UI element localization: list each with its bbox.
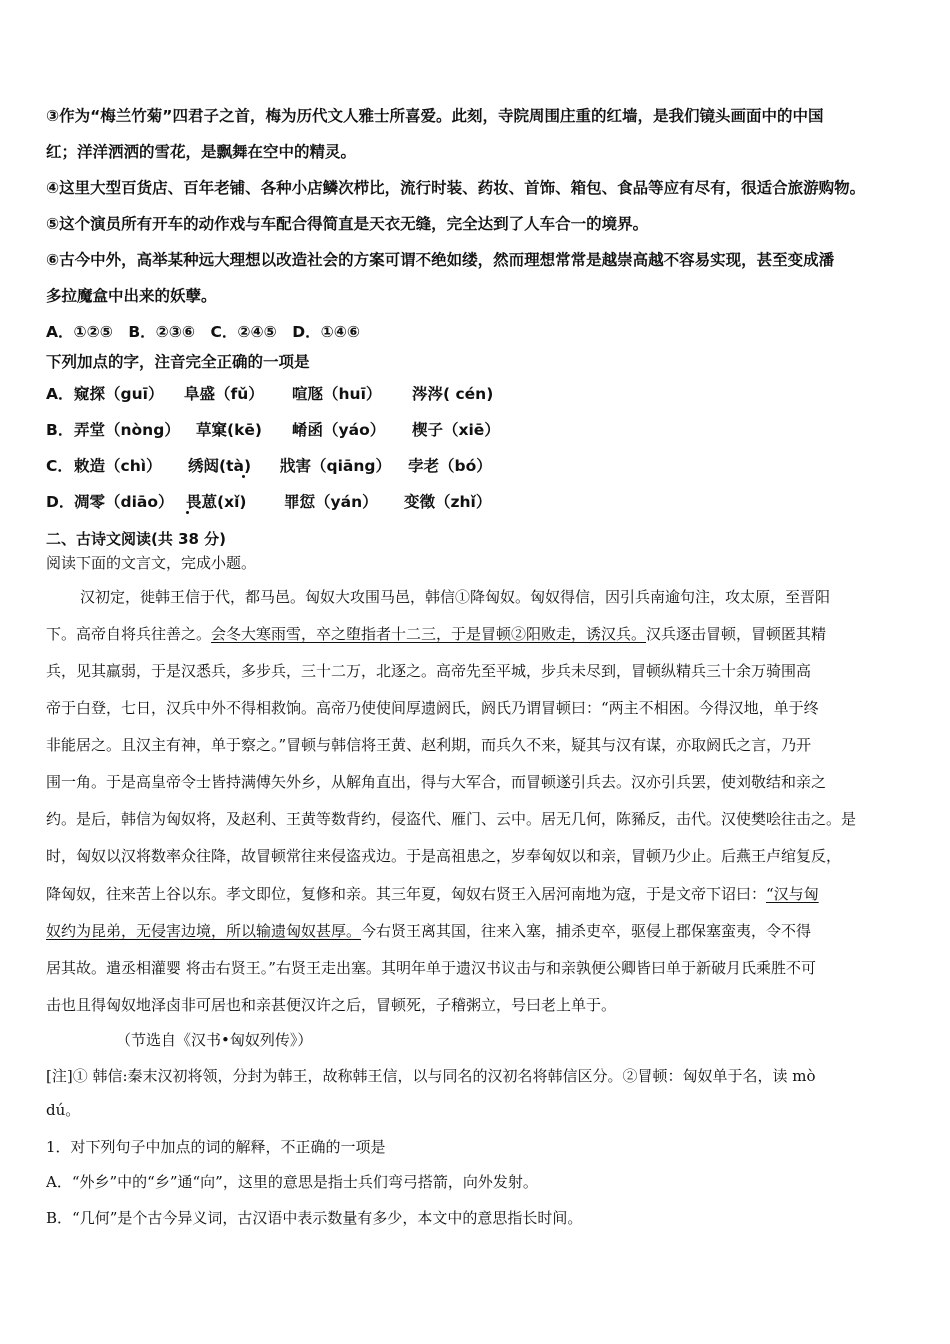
option-word: 弄堂（nòng） [74, 421, 180, 439]
annotation-line-2: dú。 [46, 1101, 81, 1119]
option-letter: B． [46, 421, 74, 439]
item-3-line-1: ③作为“梅兰竹菊”四君子之首，梅为历代文人雅士所喜爱。此刻，寺院周围庄重的红墙，是我们镜头画面中的中国 [46, 107, 824, 125]
option-word: 凋零（diāo） [74, 493, 174, 511]
option-word: 喧豗（huī） [292, 385, 382, 403]
option-word: 罪愆（yán） [284, 493, 378, 511]
sentence-list [46, 98, 912, 350]
section-instruction: 阅读下面的文言文，完成小题。 [46, 554, 257, 572]
passage-line: 非能居之。且汉主有神，单于察之。”冒顿与韩信将王黄、赵利期，而兵久不来，疑其与汉有谋，亦取阏氏之言，乃开 [46, 736, 812, 754]
item-6-line-1: ⑥古今中外，高举某种远大理想以改造社会的方案可谓不绝如缕，然而理想常常是越崇高越不容易实现，甚至变成潘 [46, 251, 835, 269]
passage-line: 击也且得匈奴地泽卤非可居也和亲甚便汉许之后，冒顿死，子稽粥立，号曰老上单于。 [46, 996, 617, 1014]
annotation-line-1: [注]① 韩信:秦末汉初将领，分封为韩王，故称韩王信，以与同名的汉初名将韩信区分。②冒顿：匈奴单于名，读 mò [46, 1067, 816, 1085]
answer-choices: A．①②⑤ B．②③⑥ C．②④⑤ D．①④⑥ [46, 323, 361, 341]
passage-line: 兵，见其羸弱，于是汉悉兵，多步兵，三十二万，北逐之。高帝先至平城，步兵未尽到，冒顿纵精兵三十余万骑围高 [46, 662, 812, 680]
section-title: 二、古诗文阅读(共 38 分) [46, 530, 227, 548]
option-letter: C． [46, 457, 73, 475]
question-1-option-b: B．“几何”是个古今异义词，古汉语中表示数量有多少，本文中的意思指长时间。 [46, 1209, 583, 1227]
passage-line: 约。是后，韩信为匈奴将，及赵利、王黄等数背约，侵盗代、雁门、云中。居无几何，陈豨反，击代。汉使樊哙往击之。是 [46, 810, 857, 828]
item-6-line-2: 多拉魔盒中出来的妖孽。 [46, 287, 217, 305]
passage-line: 汉初定，徙韩王信于代，都马邑。匈奴大攻围马邑，韩信①降匈奴。匈奴得信，因引兵南逾句注，攻太原，至晋阳 [80, 588, 831, 606]
option-letter: A． [46, 385, 74, 403]
pinyin-option-d [46, 487, 906, 517]
underlined-sentence: 奴约为昆弟，无侵害边境，所以输遗匈奴甚厚。 [46, 922, 362, 940]
item-5: ⑤这个演员所有开车的动作戏与车配合得简直是天衣无缝，完全达到了人车合一的境界。 [46, 215, 649, 233]
pinyin-option-a [46, 379, 906, 409]
passage-line: 居其故。遣丞相灌婴 将击右贤王。”右贤王走出塞。其明年单于遗汉书议击与和亲孰便公卿皆曰单于新破月氏乘胜不可 [46, 959, 816, 977]
item-3-line-2: 红；洋洋洒洒的雪花，是飘舞在空中的精灵。 [46, 143, 357, 161]
option-word: 窥探（guī） [74, 385, 164, 403]
option-word: 敕造（chì） [74, 457, 162, 475]
option-word: 孛老（bó） [408, 457, 492, 475]
item-4: ④这里大型百货店、百年老铺、各种小店鳞次栉比，流行时装、药妆、首饰、箱包、食品等应有尽有，很适合旅游购物。 [46, 179, 866, 197]
underlined-sentence: “汉与匈 [766, 885, 819, 903]
passage-line: 帝于白登，七日，汉兵中外不得相救饷。高帝乃使使间厚遗阏氏，阏氏乃谓冒顿曰：“两主不相困。今得汉地，单于终 [46, 699, 819, 717]
passage-line: 围一角。于是高皇帝令士皆持满傅矢外乡，从解角直出，得与大军合，而冒顿遂引兵去。汉亦引兵罢，使刘敬结和亲之 [46, 773, 827, 791]
pinyin-question-stem: 下列加点的字，注音完全正确的一项是 [46, 353, 310, 371]
passage-line: 降匈奴，往来苦上谷以东。孝文即位，复修和亲。其三年夏，匈奴右贤王入居河南地为寇，于是文帝下诏曰：“汉与匈 [46, 885, 819, 903]
underlined-sentence: 会冬大寒雨雪，卒之堕指者十二三，于是冒顿②阳败走，诱汉兵。 [211, 625, 647, 643]
passage-source: （节选自《汉书•匈奴列传》） [116, 1031, 313, 1049]
option-word: 变徵（zhǐ） [404, 493, 492, 511]
passage-line: 奴约为昆弟，无侵害边境，所以输遗匈奴甚厚。今右贤王离其国，往来入塞，捕杀吏卒，驱侵上郡保塞蛮夷，令不得 [46, 922, 812, 940]
option-letter: D． [46, 493, 75, 511]
passage-line: 时，匈奴以汉将数率众往降，故冒顿常往来侵盗戎边。于是高祖患之，岁奉匈奴以和亲，冒顿乃少止。后燕王卢绾复反， [46, 847, 842, 865]
question-1-stem: 1．对下列句子中加点的词的解释，不正确的一项是 [46, 1138, 386, 1156]
option-word: 绣闼(tà) [188, 457, 252, 475]
option-word: 戕害（qiāng） [280, 457, 391, 475]
question-1-option-a: A．“外乡”中的“乡”通“向”，这里的意思是指士兵们弯弓搭箭，向外发射。 [46, 1173, 538, 1191]
option-word: 畏葸(xǐ) [186, 493, 247, 511]
pinyin-option-c [46, 451, 906, 481]
option-word: 草窠(kē) [196, 421, 262, 439]
option-word: 阜盛（fǔ） [184, 385, 264, 403]
option-word: 涔涔( cén) [412, 385, 494, 403]
pinyin-option-b [46, 415, 906, 445]
option-word: 楔子（xiē） [412, 421, 500, 439]
option-word: 崤函（yáo） [292, 421, 386, 439]
passage-line: 下。高帝自将兵往善之。会冬大寒雨雪，卒之堕指者十二三，于是冒顿②阳败走，诱汉兵。汉兵逐击冒顿，冒顿匿其精 [46, 625, 827, 643]
